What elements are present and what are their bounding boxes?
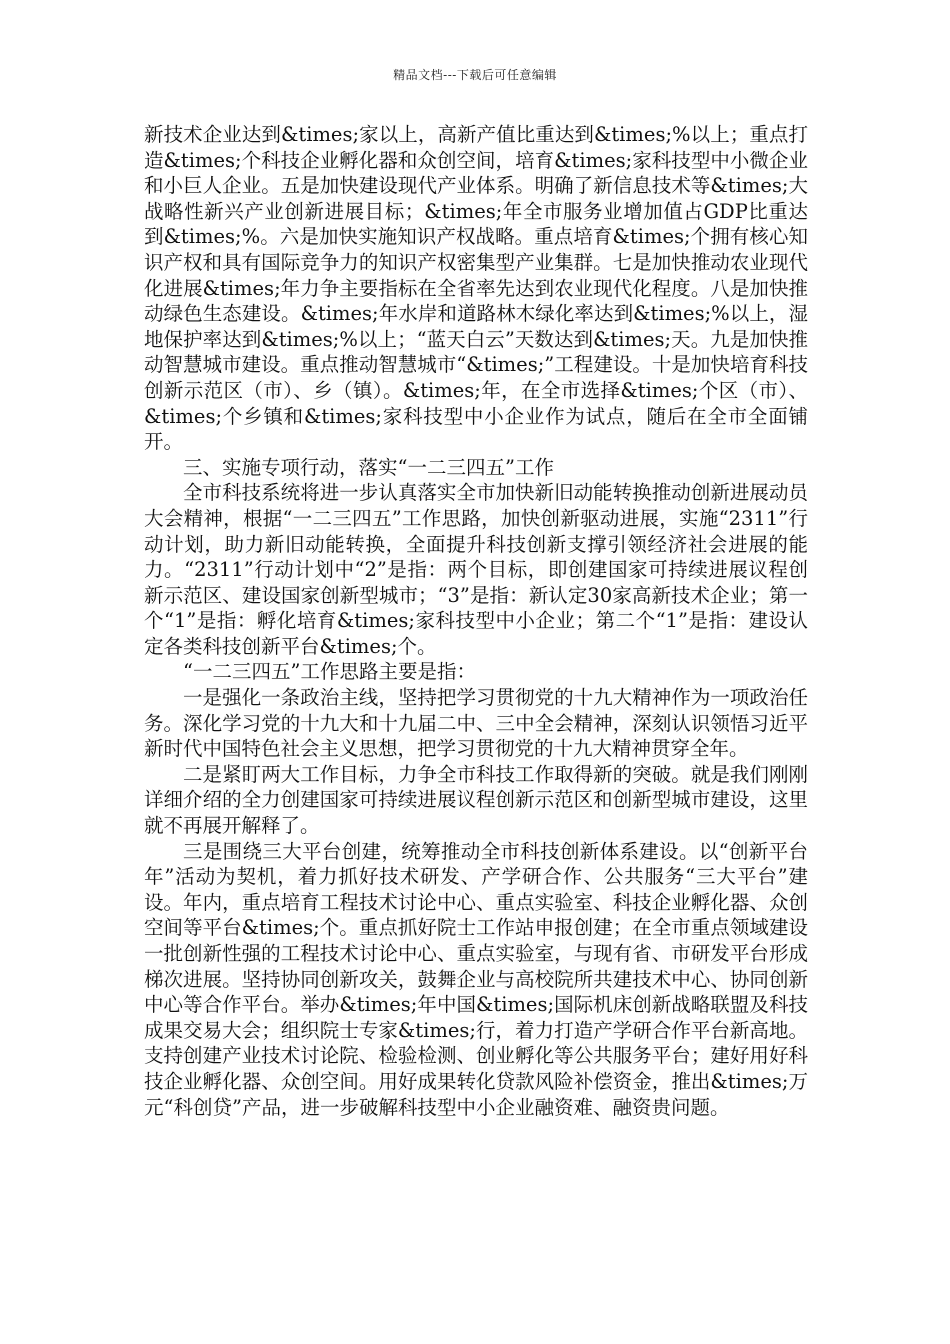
paragraph: 三是围绕三大平台创建，统筹推动全市科技创新体系建设。以“创新平台年”活动为契机，着力抓好技术研发、产学研合作、公共服务“三大平台”建设。年内，重点培育工程技术讨论中心、重点实验室、科技企业孵化器、众创空间等平台&times;个。重点抓好院士工作站申报创建；在全市重点领域建设一批创新性强的工程技术讨论中心、重点实验室，与现有省、市研发平台形成梯次进展。坚持协同创新攻关，鼓舞企业与高校院所共建技术中心、协同创新中心等合作平台。举办&times;年中国&times;国际机床创新战略联盟及科技成果交易大会；组织院士专家&times;行，着力打造产学研合作平台新高地。支持创建产业技术讨论院、检验检测、创业孵化等公共服务平台；建好用好科技企业孵化器、众创空间。用好成果转化贷款风险补偿资金，推出&times;万元“科创贷”产品，进一步破解科技型中小企业融资难、融资贵问题。 bbox=[144, 839, 808, 1119]
document-body bbox=[144, 122, 808, 1120]
paragraph: 全市科技系统将进一步认真落实全市加快新旧动能转换推动创新进展动员大会精神，根据“一二三四五”工作思路，加快创新驱动进展，实施“2311”行动计划，助力新旧动能转换，全面提升科技创新支撑引领经济社会进展的能力。“2311”行动计划中“2”是指：两个目标，即创建国家可持续进展议程创新示范区、建设国家创新型城市；“3”是指：新认定30家高新技术企业；第一个“1”是指：孵化培育&times;家科技型中小企业；第二个“1”是指：建设认定各类科技创新平台&times;个。 bbox=[144, 481, 808, 658]
paragraph-continuation: 新技术企业达到&times;家以上，高新产值比重达到&times;%以上；重点打造&times;个科技企业孵化器和众创空间，培育&times;家科技型中小微企业和小巨人企业。五是加快建设现代产业体系。明确了新信息技术等&times;大战略性新兴产业创新进展目标；&times;年全市服务业增加值占GDP比重达到&times;%。六是加快实施知识产权战略。重点培育&times;个拥有核心知识产权和具有国际竞争力的知识产权密集型产业集群。七是加快推动农业现代化进展&times;年力争主要指标在全省率先达到农业现代化程度。八是加快推动绿色生态建设。&times;年水岸和道路林木绿化率达到&times;%以上，湿地保护率达到&times;%以上；“蓝天白云”天数达到&times;天。九是加快推动智慧城市建设。重点推动智慧城市“&times;”工程建设。十是加快培育科技创新示范区（市）、乡（镇）。&times;年，在全市选择&times;个区（市）、&times;个乡镇和&times;家科技型中小企业作为试点，随后在全市全面铺开。 bbox=[144, 123, 808, 454]
paragraph-lead: “一二三四五”工作思路主要是指： bbox=[183, 660, 476, 684]
paragraph: 二是紧盯两大工作目标，力争全市科技工作取得新的突破。就是我们刚刚详细介绍的全力创建国家可持续进展议程创新示范区和创新型城市建设，这里就不再展开解释了。 bbox=[144, 762, 808, 838]
paragraph: 一是强化一条政治主线，坚持把学习贯彻党的十九大精神作为一项政治任务。深化学习党的十九大和十九届二中、三中全会精神，深刻认识领悟习近平新时代中国特色社会主义思想，把学习贯彻党的十九大精神贯穿全年。 bbox=[144, 686, 808, 761]
page-header: 精品文档---下载后可任意编辑 bbox=[393, 68, 557, 82]
section-heading: 三、实施专项行动，落实“一二三四五”工作 bbox=[183, 455, 554, 479]
